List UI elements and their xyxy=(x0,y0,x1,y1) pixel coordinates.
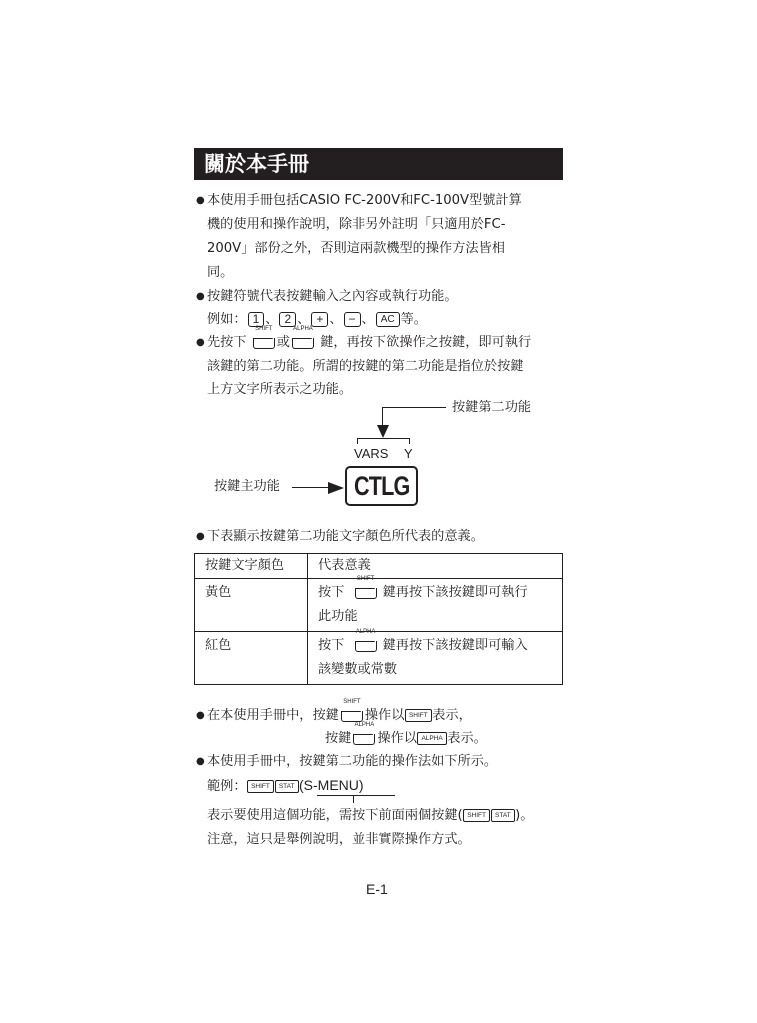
notation-prefix: 在本使用手冊中，按鍵 xyxy=(207,708,339,723)
meaning-line2: 該變數或常數 xyxy=(318,662,398,677)
shift-key-icon xyxy=(341,699,363,722)
notation-mid: 操作以 xyxy=(377,731,417,746)
alpha-key-icon xyxy=(292,326,314,349)
shift-key: SHIFT xyxy=(247,780,274,793)
alpha-key-icon xyxy=(353,722,375,745)
key-plus: + xyxy=(311,312,328,327)
table-row xyxy=(195,632,563,685)
ops-note: 注意，這只是舉例說明，並非實際操作方式。 xyxy=(207,832,471,847)
p1-line3: 200V」部份之外，否則這兩款機型的操作方法皆相 xyxy=(207,241,505,256)
stat-key: STAT xyxy=(491,809,515,822)
notation-prefix: 按鍵 xyxy=(325,731,352,746)
stat-key: STAT xyxy=(275,780,299,793)
color-red: 紅色 xyxy=(195,632,308,685)
meaning-prefix: 按下 xyxy=(318,585,345,600)
bracket-line xyxy=(357,438,410,439)
example-prefix: 例如： xyxy=(207,312,247,327)
alpha-key-label: ALPHA xyxy=(293,326,313,332)
p3-or: 或 xyxy=(276,335,290,350)
shift-key-icon xyxy=(253,326,275,349)
bullet-icon: ● xyxy=(196,710,205,721)
function-pointer xyxy=(353,795,354,803)
meaning-line1: 鍵再按下該按鍵即可輸入 xyxy=(382,638,528,653)
p3-line1-rest: 鍵，再按下欲操作之按鍵，即可執行 xyxy=(320,335,532,350)
explain-prefix: 表示要使用這個功能，需按下前面兩個按鍵( xyxy=(207,808,463,823)
shift-key-label: SHIFT xyxy=(255,326,273,332)
shift-key-label: SHIFT xyxy=(356,576,375,582)
pointer-line xyxy=(382,407,446,408)
meaning-cell xyxy=(308,576,563,632)
header-key-color: 按鍵文字顏色 xyxy=(195,554,308,579)
alpha-key-label: ALPHA xyxy=(355,629,376,635)
secondary-left-label: VARS xyxy=(354,446,389,461)
table-header-row xyxy=(195,554,563,579)
p1-line1: 本使用手冊包括CASIO FC-200V和FC-100V型號計算 xyxy=(207,193,522,208)
notation-mid: 操作以 xyxy=(364,708,405,723)
bullet-icon: ● xyxy=(196,337,205,348)
bullet-icon: ● xyxy=(196,291,205,302)
meaning-prefix: 按下 xyxy=(318,638,345,653)
header-meaning: 代表意義 xyxy=(308,554,563,579)
section-title: 關於本手冊 xyxy=(194,148,563,180)
meaning-cell xyxy=(308,629,563,685)
bracket-right xyxy=(409,438,410,444)
ctlg-key xyxy=(345,466,418,506)
notation-suffix: 表示， xyxy=(432,708,472,723)
secondary-right-label: Y xyxy=(404,446,413,461)
p3-prefix: 先按下 xyxy=(207,335,247,350)
bullet-icon: ● xyxy=(196,756,205,767)
separator: 、 xyxy=(297,312,311,327)
ops-example xyxy=(207,775,364,797)
key-2: 2 xyxy=(279,312,296,327)
key-1: 1 xyxy=(248,312,265,327)
meaning-line2: 此功能 xyxy=(318,609,358,624)
function-name: (S-MENU) xyxy=(299,777,364,793)
separator: 、 xyxy=(265,312,279,327)
p1-line2: 機的使用和操作說明，除非另外註明「只適用於FC- xyxy=(207,217,506,232)
bracket-left xyxy=(357,438,358,444)
main-pointer-line xyxy=(292,487,332,488)
shift-key-icon xyxy=(355,576,377,599)
shift-key: SHIFT xyxy=(463,809,490,822)
page-number: E-1 xyxy=(366,881,388,897)
notation-line2 xyxy=(325,722,487,749)
separator: 、 xyxy=(329,312,343,327)
notation-line1 xyxy=(207,699,472,726)
table-row xyxy=(195,579,563,632)
notation-suffix: 表示。 xyxy=(447,731,487,746)
separator: 、 xyxy=(361,312,375,327)
color-yellow: 黃色 xyxy=(195,579,308,632)
main-function-label: 按鍵主功能 xyxy=(214,479,280,494)
ctlg-key-label: CTLG xyxy=(353,471,410,501)
p2-example xyxy=(207,310,427,330)
p1-line4: 同。 xyxy=(207,265,234,280)
example-suffix: 等。 xyxy=(400,312,427,327)
alpha-key: ALPHA xyxy=(417,732,446,745)
shift-key: SHIFT xyxy=(405,709,432,722)
p3-line3: 上方文字所表示之功能。 xyxy=(207,382,353,397)
alpha-key-label: ALPHA xyxy=(354,722,375,728)
arrow-right-icon xyxy=(328,482,344,494)
bullet-icon: ● xyxy=(196,531,205,542)
bullet-icon: ● xyxy=(196,195,205,206)
meaning-line1: 鍵再按下該按鍵即可執行 xyxy=(382,585,528,600)
arrow-down-icon xyxy=(377,425,389,438)
explain-suffix: )。 xyxy=(515,808,534,823)
alpha-key-icon xyxy=(355,629,377,652)
shift-key-label: SHIFT xyxy=(343,699,361,705)
example-prefix: 範例： xyxy=(207,779,247,794)
function-underline xyxy=(317,795,395,796)
p2-line1: 按鍵符號代表按鍵輸入之內容或執行功能。 xyxy=(207,289,458,304)
ops-explain xyxy=(207,806,534,826)
key-minus: − xyxy=(344,312,361,327)
key-color-table xyxy=(194,553,563,685)
second-function-label: 按鍵第二功能 xyxy=(452,400,532,415)
key-ac: AC xyxy=(376,312,400,327)
table-intro: 下表顯示按鍵第二功能文字顏色所代表的意義。 xyxy=(207,529,484,544)
p3-line2: 該鍵的第二功能。所謂的按鍵的第二功能是指位於按鍵 xyxy=(207,359,524,374)
p3-line1 xyxy=(207,326,532,353)
ops-intro: 本使用手冊中，按鍵第二功能的操作法如下所示。 xyxy=(207,754,498,769)
